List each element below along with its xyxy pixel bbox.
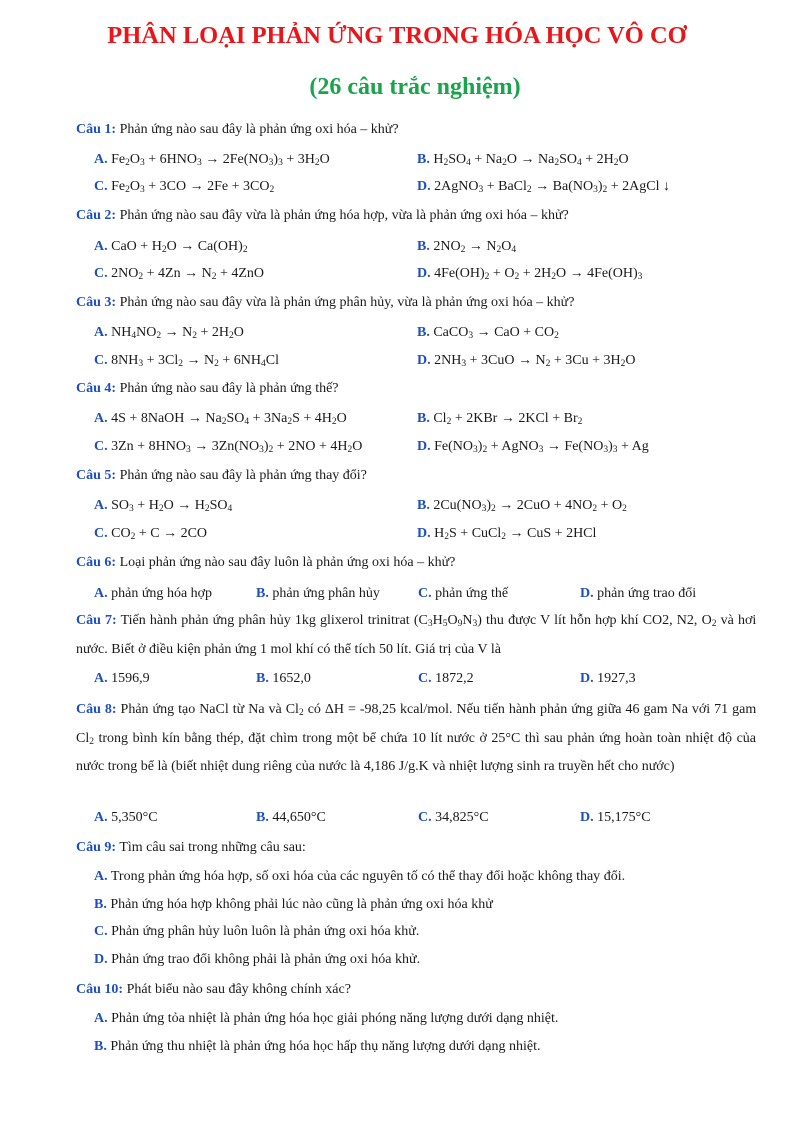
option-text: 4S + 8NaOH → $Na_2SO_4 + 3Na_2S + 4H_2O$: [111, 411, 347, 427]
answer-option-b[interactable]: [417, 496, 627, 516]
option-label: D.: [417, 353, 431, 368]
answer-option-d[interactable]: [417, 264, 642, 284]
option-label: A.: [94, 239, 108, 254]
question-label: Câu 8:: [76, 702, 117, 717]
question-label: Câu 4:: [76, 381, 117, 396]
option-text: phản ứng thế: [435, 586, 509, 601]
option-label: B.: [417, 239, 430, 254]
option-text: $4Fe(OH)_2 + O_2 + 2H_2O \to 4Fe(OH)_3$: [434, 266, 643, 282]
option-label: A.: [94, 411, 108, 426]
question-text: Loại phản ứng nào sau đây luôn là phản ứng oxi hóa – khử?: [119, 555, 456, 570]
option-label: B.: [94, 1039, 107, 1054]
option-label: B.: [417, 411, 430, 426]
option-text: 1927,3: [597, 671, 636, 686]
question-text: Phản ứng nào sau đây vừa là phản ứng hóa hợp, vừa là phản ứng oxi hóa – khử?: [119, 208, 569, 223]
answer-option-b[interactable]: [256, 669, 311, 689]
option-text: $Cl_2 + 2KBr \to 2KCl + Br_2$: [433, 411, 583, 427]
answer-option-a[interactable]: [94, 323, 244, 343]
option-label: A.: [94, 586, 108, 601]
option-label: C.: [94, 179, 108, 194]
question-text: Tiến hành phản ứng phân hủy 1kg glixerol trinitrat $(C_3H_5O_9N_3)$ thu được V lít hỗn hợp khí CO2, N2, $O_2$ và hơi nước. Biết ở điều kiện phản ứng 1 mol khí có thể tích 50 lít. Giá trị của V là: [76, 613, 757, 657]
question-text: Tìm câu sai trong những câu sau:: [119, 840, 306, 855]
option-label: C.: [94, 526, 108, 541]
option-text: phản ứng trao đổi: [597, 586, 697, 601]
option-text: CaO + $H_2O \to Ca(OH)_2$: [111, 239, 248, 255]
option-label: C.: [94, 266, 108, 281]
answer-option-c[interactable]: [94, 922, 419, 942]
answer-option-a[interactable]: [94, 150, 330, 170]
question-2: [76, 202, 756, 230]
option-label: C.: [94, 439, 108, 454]
question-text: Phát biểu nào sau đây không chính xác?: [126, 982, 351, 997]
option-label: D.: [94, 952, 108, 967]
question-text: Phản ứng nào sau đây là phản ứng thay đổi?: [119, 468, 367, 483]
question-1: [76, 116, 756, 144]
option-text: Phản ứng hóa hợp không phải lúc nào cũng là phản ứng oxi hóa khử: [110, 897, 493, 912]
option-label: D.: [417, 179, 431, 194]
answer-option-d[interactable]: [580, 584, 696, 604]
answer-option-d[interactable]: [417, 437, 649, 457]
option-label: B.: [256, 586, 269, 601]
question-label: Câu 9:: [76, 840, 117, 855]
option-label: A.: [94, 671, 108, 686]
option-text: $2NH_3 + 3CuO \to N_2 + 3Cu + 3H_2O$: [434, 353, 636, 369]
answer-option-b[interactable]: [417, 237, 516, 257]
page-subtitle: (26 câu trắc nghiệm): [309, 74, 521, 100]
question-label: Câu 6:: [76, 555, 117, 570]
answer-option-a[interactable]: [94, 409, 347, 429]
option-text: phản ứng hóa hợp: [111, 586, 213, 601]
answer-option-c[interactable]: [94, 264, 264, 284]
option-label: D.: [580, 586, 594, 601]
question-10: [76, 976, 756, 1004]
answer-option-a[interactable]: [94, 867, 625, 887]
answer-option-d[interactable]: [417, 524, 596, 544]
option-text: 15,175°C: [597, 810, 651, 825]
option-text: 2AgNO$_3$ + BaCl$_2$ → $Ba(NO_3)_2$ + 2AgCl ↓: [434, 179, 671, 195]
answer-option-a[interactable]: [94, 808, 158, 828]
option-text: Phản ứng phân hủy luôn luôn là phản ứng oxi hóa khử.: [111, 924, 420, 939]
answer-option-a[interactable]: [94, 496, 232, 516]
option-text: 44,650°C: [272, 810, 326, 825]
answer-option-c[interactable]: [418, 808, 489, 828]
option-text: $2NO_2 \to N_2O_4$: [433, 239, 517, 255]
question-text: Phản ứng tạo NaCl từ Na và $Cl_2$ có ΔH = -98,25 kcal/mol. Nếu tiến hành phản ứng giữa 46 gam Na với 71 gam $Cl_2$ trong bình kín bằng thép, đặt chìm trong một bể chứa 10 lít nước ở 25°C thì sau phản ứng hoàn toàn nhiệt độ của nước trong bể là (biết nhiệt dung riêng của nước là 4,186 J/g.K và nhiệt lượng sinh ra truyền hết cho nước): [76, 702, 757, 774]
answer-option-b[interactable]: [94, 895, 493, 915]
option-label: B.: [256, 810, 269, 825]
option-text: $NH_4NO_2 \to N_2 + 2H_2O$: [111, 325, 244, 341]
option-label: B.: [94, 897, 107, 912]
option-text: $Fe(NO_3)_2$ + AgNO$_3$ → $Fe(NO_3)_3 + Ag$: [434, 439, 649, 455]
question-text: Phản ứng nào sau đây vừa là phản ứng phân hủy, vừa là phản ứng oxi hóa – khử?: [119, 295, 575, 310]
option-text: CaCO$_3$ → CaO + $CO_2$: [433, 325, 559, 341]
answer-option-c[interactable]: [418, 669, 474, 689]
option-text: Trong phản ứng hóa hợp, số oxi hóa của các nguyên tố có thể thay đổi hoặc không thay đổi.: [110, 869, 626, 884]
option-label: A.: [94, 498, 108, 513]
answer-option-c[interactable]: [94, 437, 362, 457]
answer-option-d[interactable]: [580, 669, 636, 689]
page-title: PHÂN LOẠI PHẢN ỨNG TRONG HÓA HỌC VÔ CƠ: [107, 22, 687, 49]
answer-option-c[interactable]: [94, 524, 207, 544]
answer-option-a[interactable]: [94, 584, 212, 604]
answer-option-b[interactable]: [417, 409, 582, 429]
answer-option-b[interactable]: [417, 150, 629, 170]
option-label: D.: [580, 671, 594, 686]
question-label: Câu 5:: [76, 468, 117, 483]
option-text: $3Zn + 8HNO_3 \to 3Zn(NO_3)_2 + 2NO + 4H_2O$: [111, 439, 363, 455]
option-text: Phản ứng thu nhiệt là phản ứng hóa học hấp thụ năng lượng dưới dạng nhiệt.: [110, 1039, 541, 1054]
option-label: A.: [94, 325, 108, 340]
option-text: 1596,9: [111, 671, 150, 686]
question-5: [76, 462, 756, 490]
answer-option-c[interactable]: [94, 351, 279, 371]
answer-option-b[interactable]: [417, 323, 559, 343]
option-label: D.: [417, 266, 431, 281]
question-7: [76, 607, 756, 664]
option-text: $2NO_2 + 4Zn \to N_2 + 4ZnO$: [111, 266, 265, 282]
question-label: Câu 3:: [76, 295, 117, 310]
answer-option-c[interactable]: [418, 584, 508, 604]
question-text: Phản ứng nào sau đây là phản ứng thế?: [119, 381, 339, 396]
option-text: Phản ứng trao đổi không phải là phản ứng oxi hóa khử.: [111, 952, 421, 967]
option-label: C.: [418, 810, 432, 825]
question-9: [76, 834, 756, 862]
option-label: D.: [417, 439, 431, 454]
question-label: Câu 10:: [76, 982, 124, 997]
answer-option-d[interactable]: [417, 177, 670, 197]
option-label: C.: [94, 353, 108, 368]
option-text: 34,825°C: [435, 810, 489, 825]
option-text: phản ứng phân hủy: [272, 586, 380, 601]
option-label: D.: [580, 810, 594, 825]
option-text: $8NH_3 + 3Cl_2 \to N_2 + 6NH_4Cl$: [111, 353, 279, 369]
option-label: B.: [417, 152, 430, 167]
question-text: Phản ứng nào sau đây là phản ứng oxi hóa – khử?: [119, 122, 399, 137]
answer-option-b[interactable]: [94, 1037, 541, 1057]
option-text: $SO_3 + H_2O \to H_2SO_4$: [111, 498, 233, 514]
question-4: [76, 375, 756, 403]
answer-option-d[interactable]: [580, 808, 651, 828]
option-label: A.: [94, 152, 108, 167]
answer-option-d[interactable]: [417, 351, 636, 371]
option-text: $H_2SO_4 + Na_2O \to Na_2SO_4 + 2H_2O$: [433, 152, 629, 168]
question-label: Câu 1:: [76, 122, 117, 137]
option-label: C.: [418, 671, 432, 686]
question-label: Câu 7:: [76, 613, 117, 628]
option-text: $2Cu(NO_3)_2 \to 2CuO + 4NO_2 + O_2$: [433, 498, 627, 514]
question-3: [76, 289, 756, 317]
option-text: 5,350°C: [111, 810, 158, 825]
option-text: 1872,2: [435, 671, 474, 686]
question-8: [76, 696, 756, 782]
option-label: C.: [94, 924, 108, 939]
option-label: B.: [417, 498, 430, 513]
option-label: A.: [94, 810, 108, 825]
option-text: Phản ứng tỏa nhiệt là phản ứng hóa học giải phóng năng lượng dưới dạng nhiệt.: [111, 1011, 559, 1026]
option-label: A.: [94, 869, 108, 884]
answer-option-a[interactable]: [94, 237, 248, 257]
option-label: C.: [418, 586, 432, 601]
option-label: B.: [256, 671, 269, 686]
option-text: $Fe_2O_3 + 6HNO_3 \to 2Fe(NO_3)_3 + 3H_2O$: [111, 152, 330, 168]
question-6: [76, 549, 756, 577]
answer-option-d[interactable]: [94, 950, 420, 970]
option-text: $H_2S$ + CuCl$_2$ → CuS + 2HCl: [434, 526, 597, 542]
option-label: D.: [417, 526, 431, 541]
option-text: $CO_2 + C \to 2CO$: [111, 526, 208, 542]
answer-option-b[interactable]: [256, 808, 326, 828]
option-label: A.: [94, 1011, 108, 1026]
question-label: Câu 2:: [76, 208, 117, 223]
option-label: B.: [417, 325, 430, 340]
answer-option-a[interactable]: [94, 669, 150, 689]
answer-option-c[interactable]: [94, 177, 274, 197]
answer-option-b[interactable]: [256, 584, 380, 604]
answer-option-a[interactable]: [94, 1009, 558, 1029]
option-text: 1652,0: [272, 671, 311, 686]
option-text: $Fe_2O_3 + 3CO \to 2Fe + 3CO_2$: [111, 179, 275, 195]
